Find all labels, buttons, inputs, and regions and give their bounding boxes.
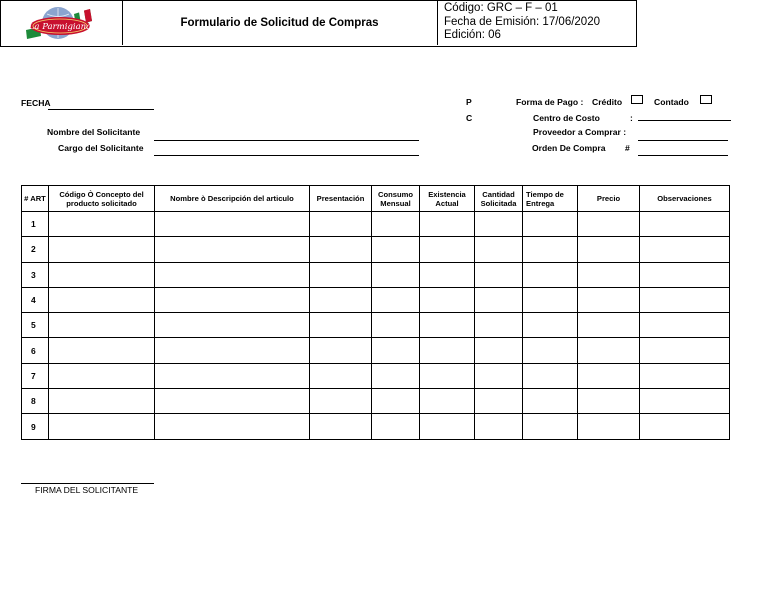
cell-cantidad[interactable] bbox=[475, 287, 523, 312]
p-marker: P bbox=[466, 97, 472, 107]
cell-cantidad[interactable] bbox=[475, 414, 523, 439]
issue-date: Fecha de Emisión: 17/06/2020 bbox=[444, 15, 600, 28]
cell-tiempo[interactable] bbox=[523, 262, 578, 287]
nombre-solicitante-field[interactable] bbox=[154, 140, 419, 141]
table-row bbox=[22, 212, 730, 237]
centro-costo-label: Centro de Costo bbox=[533, 113, 600, 123]
cell-existencia[interactable] bbox=[420, 313, 475, 338]
cell-precio[interactable] bbox=[578, 287, 640, 312]
cell-presentacion[interactable] bbox=[310, 313, 372, 338]
credito-checkbox[interactable] bbox=[631, 95, 643, 104]
cell-presentacion[interactable] bbox=[310, 212, 372, 237]
cell-precio[interactable] bbox=[578, 389, 640, 414]
col-header-tiempo: Tiempo de Entrega bbox=[523, 186, 578, 212]
cell-existencia[interactable] bbox=[420, 338, 475, 363]
cell-observaciones[interactable] bbox=[640, 212, 730, 237]
fecha-label: FECHA bbox=[21, 98, 51, 108]
table-row bbox=[22, 414, 730, 439]
cell-consumo[interactable] bbox=[372, 363, 420, 388]
cell-codigo[interactable] bbox=[49, 287, 155, 312]
contado-label: Contado bbox=[654, 97, 689, 107]
cell-precio[interactable] bbox=[578, 237, 640, 262]
cell-precio[interactable] bbox=[578, 313, 640, 338]
cell-nombre[interactable] bbox=[155, 389, 310, 414]
contado-checkbox[interactable] bbox=[700, 95, 712, 104]
fecha-field[interactable] bbox=[48, 109, 154, 110]
col-header-precio: Precio bbox=[578, 186, 640, 212]
table-row bbox=[22, 363, 730, 388]
cell-cantidad[interactable] bbox=[475, 237, 523, 262]
cell-tiempo[interactable] bbox=[523, 237, 578, 262]
cell-nombre[interactable] bbox=[155, 414, 310, 439]
orden-compra-hash: # bbox=[625, 143, 630, 153]
orden-compra-field[interactable] bbox=[638, 155, 728, 156]
cargo-solicitante-label: Cargo del Solicitante bbox=[58, 143, 144, 153]
col-header-existencia: Existencia Actual bbox=[420, 186, 475, 212]
document-meta bbox=[444, 2, 600, 43]
cell-codigo[interactable] bbox=[49, 363, 155, 388]
cell-tiempo[interactable] bbox=[523, 212, 578, 237]
cell-presentacion[interactable] bbox=[310, 338, 372, 363]
cell-consumo[interactable] bbox=[372, 389, 420, 414]
cell-codigo[interactable] bbox=[49, 237, 155, 262]
cell-codigo[interactable] bbox=[49, 212, 155, 237]
cell-precio[interactable] bbox=[578, 338, 640, 363]
cell-existencia[interactable] bbox=[420, 414, 475, 439]
cell-precio[interactable] bbox=[578, 262, 640, 287]
cell-consumo[interactable] bbox=[372, 212, 420, 237]
cell-observaciones[interactable] bbox=[640, 414, 730, 439]
cell-cantidad[interactable] bbox=[475, 262, 523, 287]
cargo-solicitante-field[interactable] bbox=[154, 155, 419, 156]
cell-cantidad[interactable] bbox=[475, 363, 523, 388]
cell-existencia[interactable] bbox=[420, 389, 475, 414]
col-header-observaciones: Observaciones bbox=[640, 186, 730, 212]
cell-art: 6 bbox=[22, 338, 49, 363]
cell-art: 5 bbox=[22, 313, 49, 338]
col-header-art: # ART bbox=[22, 186, 49, 212]
cell-art: 3 bbox=[22, 262, 49, 287]
cell-cantidad[interactable] bbox=[475, 338, 523, 363]
cell-cantidad[interactable] bbox=[475, 389, 523, 414]
cell-nombre[interactable] bbox=[155, 338, 310, 363]
cell-tiempo[interactable] bbox=[523, 414, 578, 439]
cell-existencia[interactable] bbox=[420, 363, 475, 388]
cell-observaciones[interactable] bbox=[640, 262, 730, 287]
centro-costo-colon: : bbox=[630, 113, 633, 123]
credito-label: Crédito bbox=[592, 97, 623, 107]
cell-nombre[interactable] bbox=[155, 313, 310, 338]
cell-tiempo[interactable] bbox=[523, 363, 578, 388]
cell-art: 1 bbox=[22, 212, 49, 237]
cell-presentacion[interactable] bbox=[310, 389, 372, 414]
edition: Edición: 06 bbox=[444, 29, 501, 41]
col-header-codigo: Código Ò Concepto del producto solicitado bbox=[49, 186, 155, 212]
cell-codigo[interactable] bbox=[49, 262, 155, 287]
cell-cantidad[interactable] bbox=[475, 212, 523, 237]
cell-art: 4 bbox=[22, 287, 49, 312]
col-header-presentacion: Presentación bbox=[310, 186, 372, 212]
cell-codigo[interactable] bbox=[49, 389, 155, 414]
col-header-cantidad: Cantidad Solicitada bbox=[475, 186, 523, 212]
proveedor-field[interactable] bbox=[638, 140, 728, 141]
cell-consumo[interactable] bbox=[372, 287, 420, 312]
cell-observaciones[interactable] bbox=[640, 338, 730, 363]
cell-nombre[interactable] bbox=[155, 262, 310, 287]
cell-tiempo[interactable] bbox=[523, 287, 578, 312]
cell-presentacion[interactable] bbox=[310, 363, 372, 388]
firma-line[interactable] bbox=[21, 483, 154, 484]
cell-codigo[interactable] bbox=[49, 414, 155, 439]
table-row bbox=[22, 287, 730, 312]
cell-observaciones[interactable] bbox=[640, 363, 730, 388]
cell-presentacion[interactable] bbox=[310, 237, 372, 262]
centro-costo-field[interactable] bbox=[638, 120, 731, 121]
cell-nombre[interactable] bbox=[155, 237, 310, 262]
cell-consumo[interactable] bbox=[372, 313, 420, 338]
cell-observaciones[interactable] bbox=[640, 389, 730, 414]
cell-art: 9 bbox=[22, 414, 49, 439]
cell-observaciones[interactable] bbox=[640, 313, 730, 338]
document-header bbox=[0, 0, 637, 47]
logo-wordmark: La Parmigiana bbox=[28, 22, 92, 32]
col-header-consumo: Consumo Mensual bbox=[372, 186, 420, 212]
cell-observaciones[interactable] bbox=[640, 237, 730, 262]
table-row bbox=[22, 338, 730, 363]
cell-presentacion[interactable] bbox=[310, 414, 372, 439]
cell-consumo[interactable] bbox=[372, 262, 420, 287]
cell-tiempo[interactable] bbox=[523, 389, 578, 414]
cell-nombre[interactable] bbox=[155, 212, 310, 237]
c-marker: C bbox=[466, 113, 473, 123]
cell-precio[interactable] bbox=[578, 363, 640, 388]
cell-art: 2 bbox=[22, 237, 49, 262]
forma-pago-label: Forma de Pago : bbox=[516, 97, 584, 107]
cell-existencia[interactable] bbox=[420, 262, 475, 287]
cell-existencia[interactable] bbox=[420, 212, 475, 237]
table-row bbox=[22, 237, 730, 262]
document-code: Código: GRC – F – 01 bbox=[444, 2, 558, 14]
cell-tiempo[interactable] bbox=[523, 313, 578, 338]
cell-existencia[interactable] bbox=[420, 287, 475, 312]
cell-consumo[interactable] bbox=[372, 414, 420, 439]
table-row bbox=[22, 262, 730, 287]
cell-consumo[interactable] bbox=[372, 237, 420, 262]
cell-presentacion[interactable] bbox=[310, 287, 372, 312]
form-title: Formulario de Solicitud de Compras bbox=[180, 16, 379, 29]
logo-cell bbox=[0, 0, 123, 45]
cell-cantidad[interactable] bbox=[475, 313, 523, 338]
table-row bbox=[22, 313, 730, 338]
cell-precio[interactable] bbox=[578, 414, 640, 439]
cell-nombre[interactable] bbox=[155, 363, 310, 388]
cell-art: 7 bbox=[22, 363, 49, 388]
cell-existencia[interactable] bbox=[420, 237, 475, 262]
cell-consumo[interactable] bbox=[372, 338, 420, 363]
proveedor-label: Proveedor a Comprar : bbox=[533, 127, 627, 137]
cell-observaciones[interactable] bbox=[640, 287, 730, 312]
cell-tiempo[interactable] bbox=[523, 338, 578, 363]
cell-presentacion[interactable] bbox=[310, 262, 372, 287]
cell-art: 8 bbox=[22, 389, 49, 414]
company-logo bbox=[0, 0, 122, 45]
items-table bbox=[21, 185, 730, 440]
cell-codigo[interactable] bbox=[49, 338, 155, 363]
col-header-nombre: Nombre ò Descripción del articulo bbox=[155, 186, 310, 212]
cell-nombre[interactable] bbox=[155, 287, 310, 312]
orden-compra-label: Orden De Compra bbox=[532, 143, 606, 153]
nombre-solicitante-label: Nombre del Solicitante bbox=[47, 127, 141, 137]
cell-codigo[interactable] bbox=[49, 313, 155, 338]
firma-label: FIRMA DEL SOLICITANTE bbox=[35, 485, 139, 495]
table-row bbox=[22, 389, 730, 414]
table-header-row bbox=[22, 186, 730, 212]
cell-precio[interactable] bbox=[578, 212, 640, 237]
